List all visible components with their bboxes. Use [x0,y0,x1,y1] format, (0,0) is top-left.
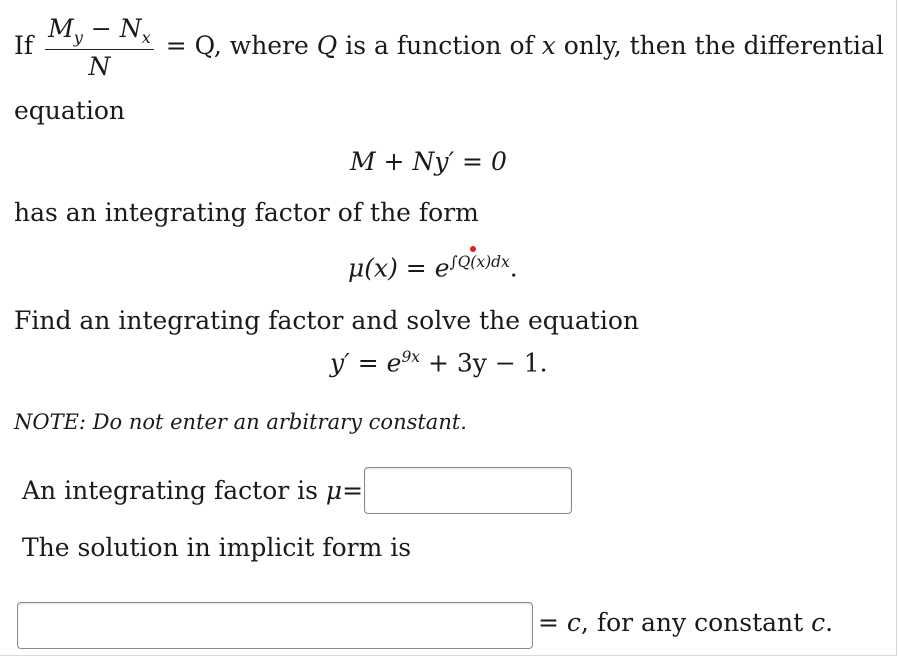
intro-line-2: equation [14,96,125,125]
equation-3-exponent: 9x [401,348,421,366]
intro-line: If $\frac{M_y - N_x}{N}$ = Q, where Q is a function of x only, then the differential [14,14,884,81]
task-text: Find an integrating factor and solve the equation [14,306,639,335]
fraction-denominator: N [88,52,111,81]
if-word: If [14,31,34,60]
form-text: has an integrating factor of the form [14,198,479,227]
equation-2: $\mu(x) = e^{\int Q(x)dx}$. [348,253,518,283]
implicit-solution-input[interactable] [17,602,533,649]
equation-3: $y' = e^{9x} + 3y - 1$. [330,348,548,378]
equation-2-exponent: ∫Q(x)dx [449,253,510,271]
q2-suffix: = c, for any constant c. [538,608,834,637]
note-text: NOTE: Do not enter an arbitrary constant. [14,410,467,434]
red-marker-dot [470,246,476,252]
q2-label: The solution in implicit form is [22,533,412,562]
equation-1: M + Ny′ = 0 [350,147,507,176]
equals-q: = Q, [165,31,222,60]
integrating-factor-input[interactable] [364,467,572,514]
fraction-numerator: $M_y - N_x$ [45,14,154,50]
fraction [45,14,154,81]
q1-label: An integrating factor is μ= [22,476,364,505]
